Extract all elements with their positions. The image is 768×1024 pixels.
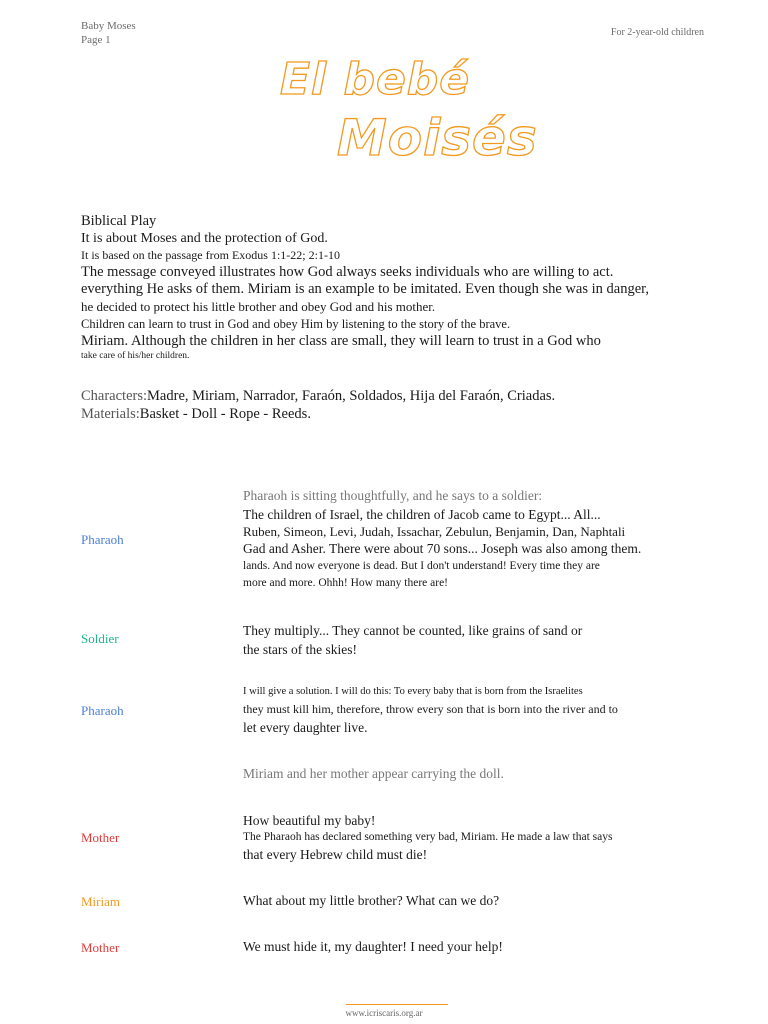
dialogue-pharaoh-2	[243, 684, 713, 737]
footer-url[interactable]: www.icriscaris.org.ar	[345, 1008, 423, 1018]
materials-line	[81, 405, 555, 423]
dialogue-line: How beautiful my baby!	[243, 813, 376, 828]
title-line-1: El bebé	[280, 54, 471, 105]
intro-paragraph-line: The message conveyed illustrates how God always seeks individuals who are willing to act.	[81, 264, 614, 280]
intro-line: It is about Moses and the protection of God.	[81, 231, 328, 246]
dialogue-line: Gad and Asher. There were about 70 sons... Joseph was also among them.	[243, 541, 642, 556]
title-line-2: Moisés	[337, 109, 538, 167]
document-name: Baby Moses	[81, 20, 136, 32]
page-number: Page 1	[81, 34, 111, 46]
characters-list: Madre, Miriam, Narrador, Faraón, Soldados, Hija del Faraón, Criadas.	[147, 388, 556, 404]
stage-direction: Pharaoh is sitting thoughtfully, and he says to a soldier:	[243, 488, 543, 503]
dialogue-mother-1	[243, 812, 713, 865]
intro-section	[81, 212, 701, 362]
materials-label: Materials:	[81, 406, 140, 422]
characters-line	[81, 387, 555, 405]
dialogue-line: they must kill him, therefore, throw every son that is born into the river and to	[243, 702, 618, 716]
intro-paragraph-line: everything He asks of them. Miriam is an example to be imitated. Even though she was in danger,	[81, 281, 649, 297]
intro-paragraph-line: Children can learn to trust in God and obey Him by listening to the story of the brave.	[81, 317, 511, 331]
dialogue-miriam: What about my little brother? What can we do?	[243, 893, 500, 908]
dialogue-line: Ruben, Simeon, Levi, Judah, Issachar, Zebulun, Benjamin, Dan, Naphtali	[243, 524, 626, 539]
dialogue-line: more and more. Ohhh! How many there are!	[243, 577, 449, 589]
dialogue-line: The children of Israel, the children of Jacob came to Egypt... All...	[243, 507, 601, 522]
intro-paragraph-line: Miriam. Although the children in her class are small, they will learn to trust in a God who	[81, 333, 601, 349]
characters-section	[81, 387, 555, 423]
speaker-mother: Mother	[81, 940, 120, 955]
dialogue-line: let every daughter live.	[243, 720, 368, 735]
speaker-pharaoh: Pharaoh	[81, 532, 124, 547]
intro-paragraph-line: take care of his/her children.	[81, 351, 190, 361]
speaker-soldier: Soldier	[81, 631, 119, 646]
dialogue-mother-2: We must hide it, my daughter! I need your help!	[243, 939, 503, 954]
characters-label: Characters:	[81, 388, 148, 404]
dialogue-line: the stars of the skies!	[243, 642, 357, 657]
materials-list: Basket - Doll - Rope - Reeds.	[139, 406, 311, 422]
dialogue-line: that every Hebrew child must die!	[243, 847, 428, 862]
stage-direction: Miriam and her mother appear carrying the doll.	[243, 766, 504, 781]
dialogue-line: I will give a solution. I will do this: To every baby that is born from the Israelites	[243, 686, 583, 697]
dialogue-soldier	[243, 621, 713, 659]
dialogue-pharaoh-1	[243, 506, 713, 592]
intro-heading: Biblical Play	[81, 213, 157, 229]
audience-label: For 2-year-old children	[610, 27, 704, 38]
page-header-left	[81, 19, 136, 47]
speaker-mother: Mother	[81, 830, 120, 845]
dialogue-line: They multiply... They cannot be counted, like grains of sand or	[243, 623, 583, 638]
dialogue-line: lands. And now everyone is dead. But I don't understand! Every time they are	[243, 560, 600, 572]
speaker-pharaoh: Pharaoh	[81, 703, 124, 718]
footer-divider	[346, 1004, 448, 1005]
intro-line: It is based on the passage from Exodus 1:1-22; 2:1-10	[81, 248, 340, 262]
speaker-miriam: Miriam	[81, 894, 120, 909]
intro-paragraph-line: he decided to protect his little brother and obey God and his mother.	[81, 299, 436, 314]
dialogue-line: The Pharaoh has declared something very bad, Miriam. He made a law that says	[243, 831, 613, 843]
